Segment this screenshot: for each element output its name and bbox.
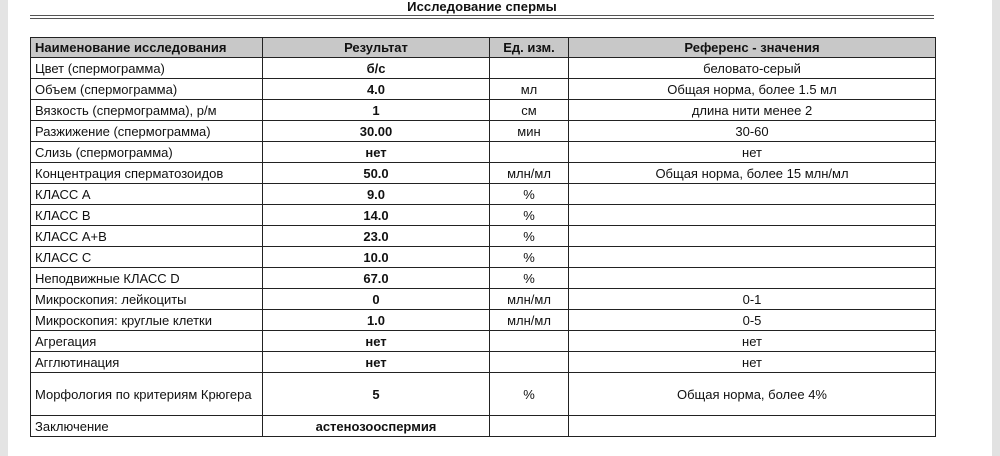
row-reference (569, 247, 936, 268)
table-row (31, 79, 936, 100)
row-reference (569, 416, 936, 437)
row-reference: нет (569, 352, 936, 373)
row-unit: млн/мл (490, 289, 569, 310)
row-reference: 30-60 (569, 121, 936, 142)
row-unit: мл (490, 79, 569, 100)
row-name: Морфология по критериям Крюгера (31, 373, 263, 416)
row-name: КЛАСС А (31, 184, 263, 205)
left-margin-strip (0, 0, 8, 456)
row-reference: 0-5 (569, 310, 936, 331)
row-result: 1.0 (263, 310, 490, 331)
table-row (31, 352, 936, 373)
row-reference (569, 268, 936, 289)
table-header-row (31, 38, 936, 58)
row-unit: мин (490, 121, 569, 142)
table-row (31, 310, 936, 331)
row-result: 9.0 (263, 184, 490, 205)
table-row (31, 373, 936, 416)
row-result: 4.0 (263, 79, 490, 100)
table-row (31, 247, 936, 268)
row-result: 67.0 (263, 268, 490, 289)
header-unit: Ед. изм. (490, 38, 569, 58)
table-row (31, 58, 936, 79)
row-name: КЛАСС В (31, 205, 263, 226)
row-name: Слизь (спермограмма) (31, 142, 263, 163)
row-unit: млн/мл (490, 310, 569, 331)
header-result: Результат (263, 38, 490, 58)
row-unit: млн/мл (490, 163, 569, 184)
row-name: Заключение (31, 416, 263, 437)
row-result: астенозооспермия (263, 416, 490, 437)
row-unit (490, 416, 569, 437)
table-row (31, 205, 936, 226)
row-unit (490, 331, 569, 352)
row-name: КЛАСС А+В (31, 226, 263, 247)
row-unit (490, 142, 569, 163)
row-name: Объем (спермограмма) (31, 79, 263, 100)
row-name: Агглютинация (31, 352, 263, 373)
header-reference: Референс - значения (569, 38, 936, 58)
row-name: КЛАСС С (31, 247, 263, 268)
row-result: нет (263, 142, 490, 163)
document-title: Исследование спермы (407, 0, 557, 14)
row-reference (569, 184, 936, 205)
table-row (31, 226, 936, 247)
row-result: б/с (263, 58, 490, 79)
results-table (30, 37, 936, 437)
row-unit (490, 352, 569, 373)
row-unit (490, 58, 569, 79)
row-name: Разжижение (спермограмма) (31, 121, 263, 142)
title-double-rule (30, 15, 934, 19)
row-result: 5 (263, 373, 490, 416)
row-reference: нет (569, 142, 936, 163)
table-row (31, 163, 936, 184)
row-result: 23.0 (263, 226, 490, 247)
row-name: Микроскопия: круглые клетки (31, 310, 263, 331)
row-reference (569, 205, 936, 226)
row-reference (569, 226, 936, 247)
table-row (31, 331, 936, 352)
row-result: 10.0 (263, 247, 490, 268)
row-reference: нет (569, 331, 936, 352)
row-unit: % (490, 268, 569, 289)
header-name: Наименование исследования (31, 38, 263, 58)
row-name: Микроскопия: лейкоциты (31, 289, 263, 310)
row-reference: Общая норма, более 1.5 мл (569, 79, 936, 100)
row-name: Концентрация сперматозоидов (31, 163, 263, 184)
row-reference: длина нити менее 2 (569, 100, 936, 121)
row-unit: % (490, 247, 569, 268)
row-unit: % (490, 226, 569, 247)
row-result: нет (263, 331, 490, 352)
row-reference: Общая норма, более 15 млн/мл (569, 163, 936, 184)
table-row-conclusion (31, 416, 936, 437)
table-row (31, 121, 936, 142)
row-result: 0 (263, 289, 490, 310)
row-result: нет (263, 352, 490, 373)
row-name: Неподвижные КЛАСС D (31, 268, 263, 289)
row-unit: % (490, 373, 569, 416)
row-unit: % (490, 205, 569, 226)
row-name: Вязкость (спермограмма), р/м (31, 100, 263, 121)
row-result: 30.00 (263, 121, 490, 142)
row-result: 1 (263, 100, 490, 121)
row-unit: % (490, 184, 569, 205)
row-reference: Общая норма, более 4% (569, 373, 936, 416)
row-result: 50.0 (263, 163, 490, 184)
table-row (31, 100, 936, 121)
row-name: Цвет (спермограмма) (31, 58, 263, 79)
row-unit: см (490, 100, 569, 121)
table-row (31, 184, 936, 205)
row-result: 14.0 (263, 205, 490, 226)
table-row (31, 289, 936, 310)
row-reference: 0-1 (569, 289, 936, 310)
right-scrollbar-strip (992, 0, 1000, 456)
table-row (31, 268, 936, 289)
row-name: Агрегация (31, 331, 263, 352)
row-reference: беловато-серый (569, 58, 936, 79)
table-row (31, 142, 936, 163)
